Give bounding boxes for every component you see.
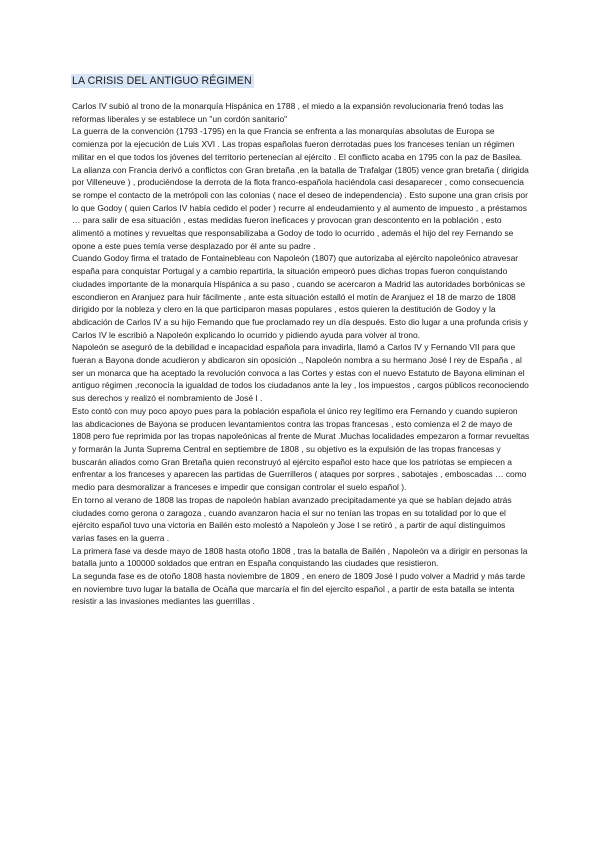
document-title: LA CRISIS DEL ANTIGUO RÉGIMEN (72, 75, 252, 87)
title-container (71, 71, 254, 89)
paragraph-carlos-iv: Carlos IV subió al trono de la monarquía Hispánica en 1788 , el miedo a la expansión revolucionaria frenó todas las reformas liberales y se establece un "un cordón sanitario" (72, 101, 504, 124)
paragraph-bayona: Napoleón se aseguró de la debilidad e incapacidad española para invadirla, llamó a Carlos IV y Fernando VII para que fueran a Bayona donde acudieron y abdicaron sin oposición ., Napoleón nombra a su hermano José I rey de España , al ser un monarca que ha aceptado la revolución convoca a las Cortes y estas con el nuevo Estatuto de Bayona eliminan el antiguo régimen ,reconocía la igualdad de todos los ciudadanos ante la ley , los impuestos , cargos públicos reconociendo sus derechos y realizó el nombramiento de José I . (72, 342, 529, 404)
paragraph-guerra-convencion: La guerra de la convención (1793 -1795) en la que Francia se enfrenta a las monarquías absolutas de Europa se comienza por la ejecución de Luis XVI . Las tropas españolas fueron derrotadas pues los franceses tenían un régimen militar en el que todos los jóvenes del territorio pertenecían al ejército . El conflicto acaba en 1795 con la paz de Basilea. (72, 126, 523, 162)
paragraph-alianza-francia: La alianza con Francia derivó a conflictos con Gran bretaña ,en la batalla de Trafalgar (1805) vence gran bretaña ( dirigida por Villeneuve ) , produciéndose la derrota de la flota franco-española haciéndola casi desaparecer , como consecuencia se rompe el contacto de la metrópoli con las colonias ( nace el deseo de independencia) . Esto supone una gran crisis por lo que Godoy ( quien Carlos IV había cedido el poder ) recurre al endeudamiento y al aumento de impuesto , a préstamos … para salir de esa situación , estas medidas fueron ineficaces y provocan gran descontento en la población , esto alimentó a motines y revueltas que responsabilizaba a Godoy de todo lo ocurrido , además el hijo del rey Fernando se opone a este pues temía verse desplazado por él ante su padre . (72, 164, 529, 251)
paragraph-levantamientos: Esto contó con muy poco apoyo pues para la población española el único rey legítimo era Fernando y cuando supieron las abdicaciones de Bayona se producen levantamientos contra las tropas francesas , esto comienza el 2 de mayo de 1808 pero fue reprimida por las tropas napoleónicas al frente de Murat .Muchas localidades empezaron a formar revueltas y formarán la Junta Suprema Central en septiembre de 1808 , su objetivo es la expulsión de las tropas francesas y buscarán aliados como Gran Bretaña quien reconstruyó al ejército español esto hace que los patriotas se empiecen a enfrentar a los franceses y aparecen las partidas de Guerrilleros ( ataques por sorpres , sabotajes , emboscadas … como medio para desmoralizar a franceses e impedir que consigan controlar el suelo español ). (72, 405, 530, 493)
paragraph-segunda-fase: La segunda fase es de otoño 1808 hasta noviembre de 1809 , en enero de 1809 José I pudo volver a Madrid y más tarde en noviembre tuvo lugar la batalla de Ocaña que marcaría el fin del ejercito español , a partir de esta batalla se intenta resistir a las invasiones mediantes las guerrillas . (72, 571, 526, 607)
paragraph-verano-1808: En torno al verano de 1808 las tropas de napoleón habían avanzado precipitadamente ya que se habían dejado atrás ciudades como gerona o zaragoza , cuando avanzaron hacia el sur no tenían las tropas en su totalidad por lo que el ejército español tuvo una victoria en Bailén esto molestó a Napoleón y Jose I se retiró , a partir de aquí distinguimos varias fases en la guerra . (72, 494, 512, 543)
paragraph-fontainebleau: Cuando Godoy firma el tratado de Fontainebleau con Napoleón (1807) que autorizaba al ejército napoleónico atravesar españa para conquistar Portugal y a cambio repartirla, la situación empeoró pues dichas tropas fueron conquistando ciudades importante de la monarquía Hispánica a su paso , cuando se acercaron a Madrid las autoridades borbónicas se escondieron en Aranjuez para huir fácilmente , ante esta situación estalló el motín de Aranjuez el 18 de marzo de 1808 dirigido por la nobleza y clero en la que participaron masas populares , estos quieren la destitución de Godoy y la abdicación de Carlos IV a su hijo Fernando que fue proclamado rey un día después. Esto dio lugar a una profunda crisis y Carlos IV le escribió a Napoleón explicando lo ocurrido y pidiendo ayuda para volver al trono. (72, 253, 528, 340)
document-body (72, 100, 530, 608)
paragraph-primera-fase: La primera fase va desde mayo de 1808 hasta otoño 1808 , tras la batalla de Bailén , Napoleón va a dirigir en personas la batalla junto a 100000 soldados que entran en España conquistando las ciudades que resistieron. (72, 545, 528, 569)
